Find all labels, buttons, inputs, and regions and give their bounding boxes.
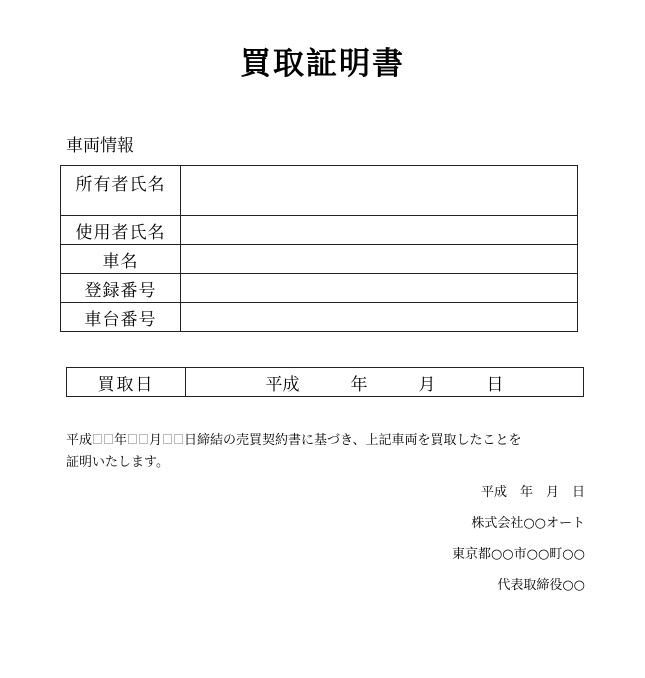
statement-line-2: 証明いたします。 xyxy=(66,455,169,470)
table-row xyxy=(61,303,578,332)
company-name: 株式会社○○オート xyxy=(471,516,585,531)
blank-box xyxy=(104,434,113,444)
owner-name-field[interactable] xyxy=(181,166,578,216)
user-name-field[interactable] xyxy=(181,216,578,245)
vehicle-info-table xyxy=(60,165,578,332)
table-row xyxy=(61,216,578,245)
purchase-date-table xyxy=(66,367,584,397)
section-heading-vehicle-info: 車両情報 xyxy=(66,136,134,156)
purchase-date-field[interactable]: 平成 年 月 日 xyxy=(186,368,584,397)
document-title: 買取証明書 xyxy=(240,46,405,82)
table-row xyxy=(67,368,584,397)
blank-box xyxy=(139,434,148,444)
table-row xyxy=(61,245,578,274)
chassis-number-label: 車台番号 xyxy=(61,303,181,332)
car-name-label: 車名 xyxy=(61,245,181,274)
blank-box xyxy=(93,434,102,444)
statement-line-1 xyxy=(66,430,586,452)
year-unit: 年 xyxy=(114,433,128,448)
table-row xyxy=(61,166,578,216)
registration-number-label: 登録番号 xyxy=(61,274,181,303)
blank-box xyxy=(163,434,172,444)
owner-name-label: 所有者氏名 xyxy=(61,166,181,216)
blank-box xyxy=(174,434,183,444)
purchase-date-label: 買取日 xyxy=(67,368,186,397)
month-unit: 月 xyxy=(149,433,163,448)
user-name-label: 使用者氏名 xyxy=(61,216,181,245)
table-row xyxy=(61,274,578,303)
signature-block xyxy=(452,482,585,606)
car-name-field[interactable] xyxy=(181,245,578,274)
company-address: 東京都○○市○○町○○ xyxy=(451,547,585,562)
chassis-number-field[interactable] xyxy=(181,303,578,332)
statement-continuation: 日締結の売買契約書に基づき、上記車両を買取したことを xyxy=(184,433,522,448)
blank-box xyxy=(128,434,137,444)
era-text: 平成 xyxy=(66,433,93,448)
issue-date-line: 平成 年 月 日 xyxy=(480,485,585,500)
certification-statement xyxy=(66,430,586,474)
representative-name: 代表取締役○○ xyxy=(497,578,585,593)
registration-number-field[interactable] xyxy=(181,274,578,303)
